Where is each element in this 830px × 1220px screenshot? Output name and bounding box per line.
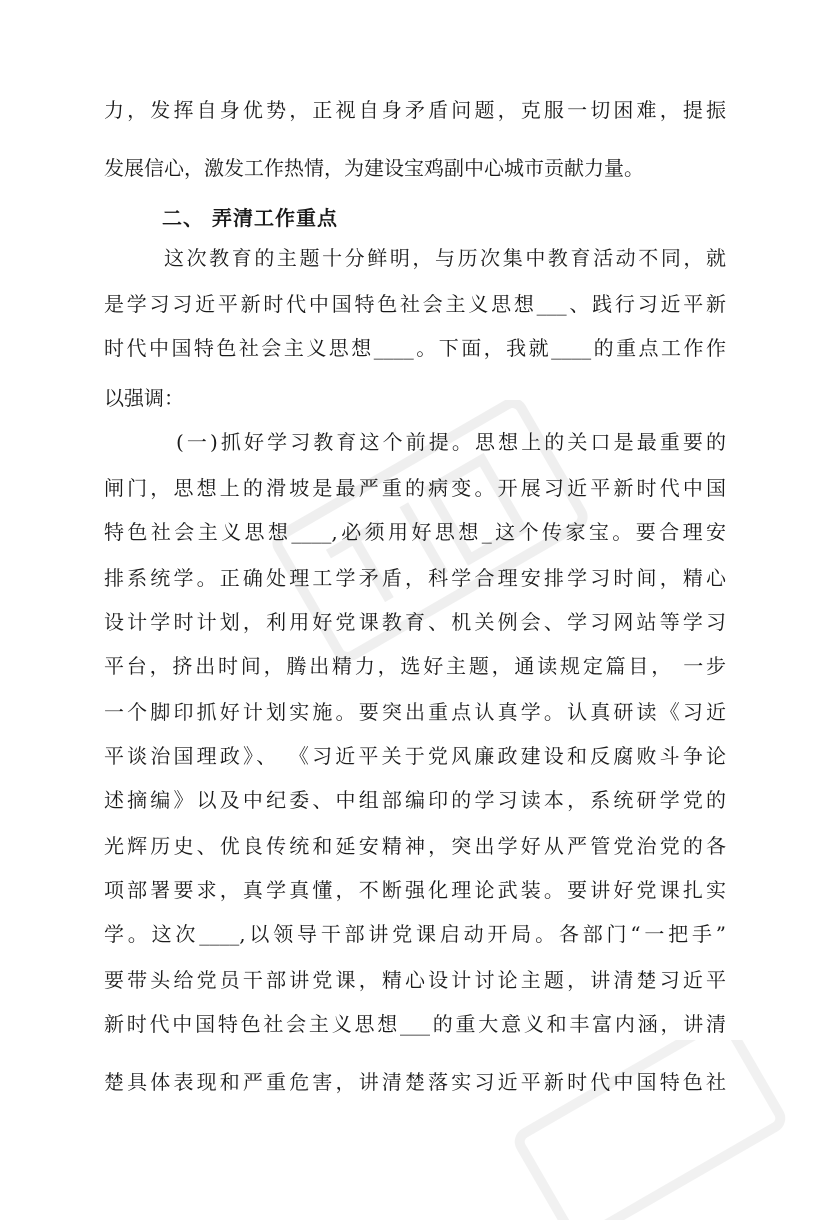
body-text-line: 一个脚印抓好计划实施。要突出重点认真学。认真研读《习近: [104, 700, 726, 724]
body-text-line: 学。这次____,以领导干部讲党课启动开局。各部门“一把手”: [104, 922, 726, 946]
body-text-line: 要带头给党员干部讲党课，精心设计讨论主题，讲清楚习近平: [104, 968, 726, 992]
body-text-line: 闸门，思想上的滑坡是最严重的病变。开展习近平新时代中国: [104, 476, 726, 500]
watermark-icon: [470, 1040, 830, 1220]
body-text-line: 排系统学。正确处理工学矛盾，科学合理安排学习时间，精心: [104, 566, 726, 590]
body-text-line: 以强调：: [104, 386, 184, 410]
body-text-line: 光辉历史、优良传统和延安精神，突出学好从严管党治党的各: [104, 834, 726, 858]
body-text-line: 楚具体表现和严重危害，讲清楚落实习近平新时代中国特色社: [104, 1070, 726, 1094]
body-text-line: 力，发挥自身优势，正视自身矛盾问题，克服一切困难，提振: [104, 98, 726, 122]
section-heading: 二、 弄清工作重点: [162, 206, 338, 230]
body-text-line: 平谈治国理政》、 《习近平关于党风廉政建设和反腐败斗争论: [104, 744, 726, 768]
body-text-line: 项部署要求，真学真懂，不断强化理论武装。要讲好党课扎实: [104, 878, 726, 902]
body-text-line: (一)抓好学习教育这个前提。思想上的关口是最重要的: [176, 430, 726, 454]
body-text-line: 特色社会主义思想____,必须用好思想_这个传家宝。要合理安: [104, 520, 726, 544]
body-text-line: 是学习习近平新时代中国特色社会主义思想___、践行习近平新: [104, 292, 726, 316]
body-text-line: 述摘编》以及中纪委、中组部编印的学习读本，系统研学党的: [104, 788, 726, 812]
body-text-line: 时代中国特色社会主义思想____。下面，我就____的重点工作作: [104, 336, 726, 360]
body-text-line: 新时代中国特色社会主义思想___的重大意义和丰富内涵，讲清: [104, 1012, 726, 1036]
body-text-line: 平台，挤出时间，腾出精力，选好主题，通读规定篇目， 一步: [104, 654, 726, 678]
body-text-line: 发展信心，激发工作热情，为建设宝鸡副中心城市贡献力量。: [104, 156, 644, 180]
body-text-line: 设计学时计划，利用好党课教育、机关例会、学习网站等学习: [104, 610, 726, 634]
body-text-line: 这次教育的主题十分鲜明，与历次集中教育活动不同，就: [164, 246, 726, 270]
